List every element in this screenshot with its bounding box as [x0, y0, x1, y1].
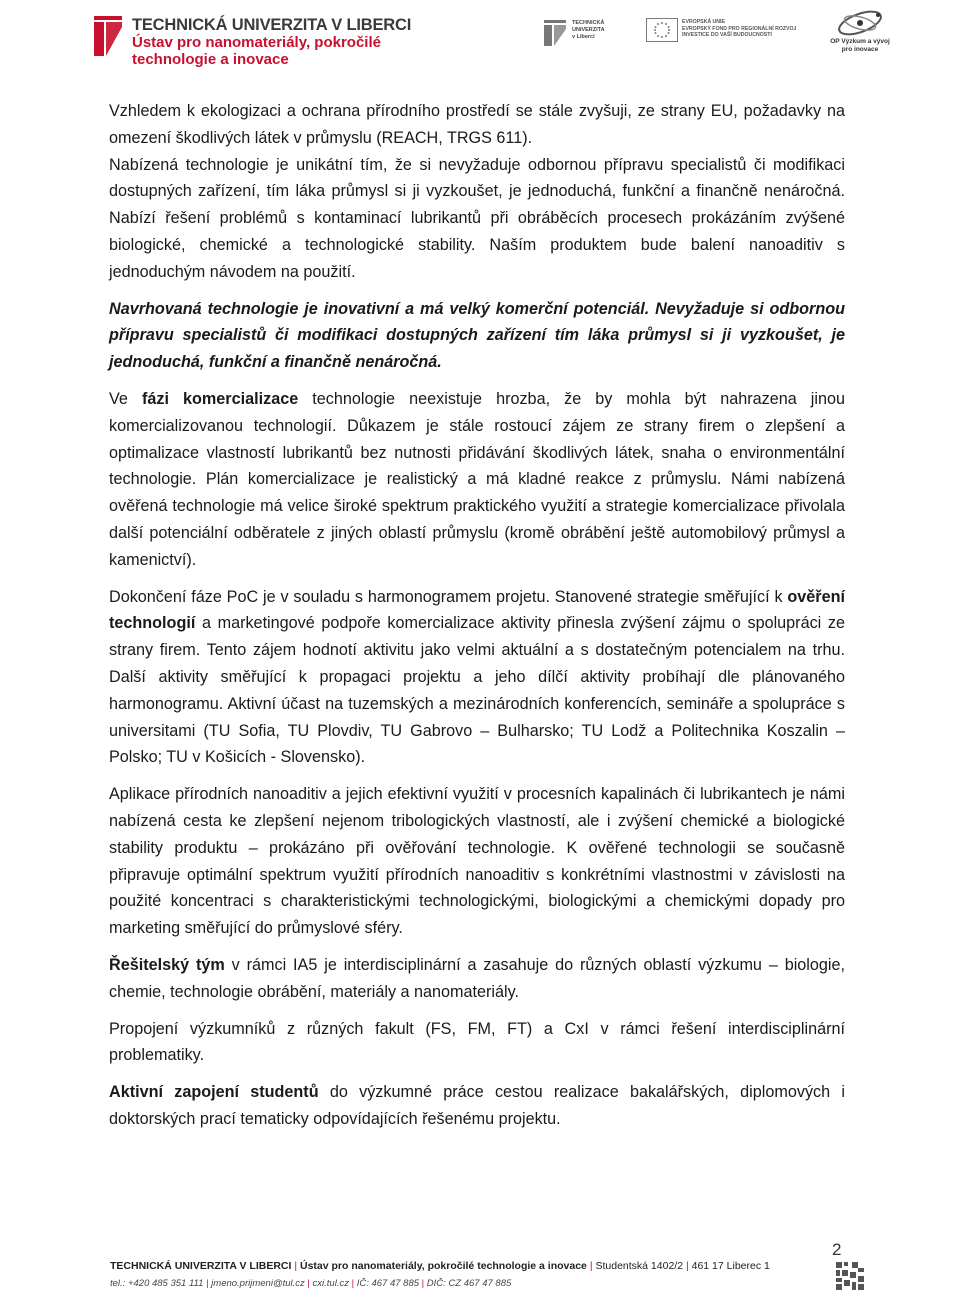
p7-post: v rámci IA5 je interdisciplinární a zasahuje do různých oblastí výzkumu – biologie, chemie, technologie obrábění, materiály a nanomateriály.	[109, 955, 845, 1001]
op-vavpi-logo	[830, 8, 890, 58]
paragraph-regulation: Vzhledem k ekologizaci a ochrana přírodního prostředí se stále zvyšuji, ze strany EU, požadavky na omezení škodlivých látek v průmyslu (REACH, TRGS 611).	[109, 102, 845, 147]
p4-bold-commercialization-phase: fázi komercializace	[141, 389, 299, 408]
paragraph-application: Aplikace přírodních nanoaditiv a jejich efektivní využití v procesních kapalinách či lubrikantech je námi nabízená cesta ke zlepšení nejenom tribologických vlastností, ale i zvýšení chemické a biologické stability produktu – prokázáno při ověřování technologie. K ověřené technologii se současně připravuje optimální spektrum využití přírodních nanoaditiv s konkrétními vlastnostmi v závislosti na použité koncentraci s charakteristickými technologickými, biologickými a chemickými dopady pro marketing směřující do průmyslové sféry.	[109, 785, 845, 938]
footer-separator: |	[685, 1260, 689, 1272]
op-orbit-icon	[830, 8, 890, 38]
footer-web[interactable]: cxi.tul.cz	[312, 1278, 349, 1289]
footer-separator: |	[294, 1260, 298, 1272]
footer-separator: |	[351, 1278, 355, 1289]
paragraph-poc-completion	[109, 584, 845, 772]
paragraph-commercialization	[109, 386, 845, 574]
footer-brand: TECHNICKÁ UNIVERZITA V LIBERCI	[110, 1260, 292, 1272]
paragraph-technology-unique: Nabízená technologie je unikátní tím, že si nevyžaduje odbornou přípravu specialistů či modifikaci dostupných zařízení, tím láka průmysl si ji vyzkoušet, je jednoduchá, funkční a finančně nenáročná. Nabízí řešení problémů s kontaminací lubrikantů při obráběcích procesech prokázáním zvýšené biologické, chemické a technologické stability. Naším produktem bude balení nanoaditiv s jednoduchým návodem na použití.	[109, 155, 845, 281]
tul-small-logo	[544, 18, 614, 52]
eu-logo-line1: EVROPSKÁ UNIE	[682, 19, 725, 25]
page-number: 2	[832, 1240, 842, 1259]
op-logo-line1: OP Výzkum a vývoj	[830, 38, 890, 45]
tul-small-line2: UNIVERZITA	[572, 27, 605, 33]
p9-post: do výzkumné práce cestou realizace bakalářských, diplomových i doktorských prací tematicky odpovídajících řešenému projektu.	[109, 1083, 845, 1128]
footer-address-line	[110, 1260, 770, 1272]
p7-bold-team: Řešitelský tým	[109, 955, 225, 974]
eu-flag-icon	[646, 18, 678, 42]
p5-bold-verification: ověření technologií	[109, 587, 845, 633]
tul-logo-subtitle-2: technologie a inovace	[132, 51, 289, 68]
paragraph-faculties: Propojení výzkumníků z různých fakult (FS, FM, FT) a CxI v rámci řešení interdisciplinární problematiky.	[109, 1019, 845, 1065]
tul-small-line3: v Liberci	[572, 34, 595, 40]
paragraph-innovative-potential: Navrhovaná technologie je inovativní a má velký komerční potenciál. Nevyžaduje si odbornou přípravu specialistů či modifikaci dostupných zařízení tím láka průmysl si ji vyzkoušet, je jednoduchá, funkční a finančně nenáročná.	[109, 299, 845, 372]
footer-separator: |	[421, 1278, 425, 1289]
footer-institute: Ústav pro nanomateriály, pokročilé technologie a inovace	[300, 1260, 587, 1272]
p5-post: a marketingové podpoře komercializace aktivity přinesla zvýšení zájmu o spolupráci ze strany firem. Tento zájem hodnotí aktivitu jako velmi aktuální a s dostatečným potencialem na trhu. Další aktivity směřující k propagaci projektu a jeho dílčí aktivity probíhají dle plánovaného harmonogramu. Aktivní účast na tuzemských a mezinárodních konferencích, semináře a spolupráce s universitami (TU Sofia, TU Plovdiv, TU Gabrovo – Bulharsko; TU Lodž a Politechnika Koszalin – Polsko; TU v Košicích - Slovensko).	[109, 614, 845, 767]
tul-small-line1: TECHNICKÁ	[572, 20, 605, 26]
footer-pattern-icon	[836, 1262, 864, 1290]
eu-logo-line3: INVESTICE DO VAŠÍ BUDOUCNOSTI	[682, 32, 772, 39]
footer-contact-line	[110, 1278, 511, 1289]
paragraph-students	[109, 1079, 845, 1133]
footer-dic: DIČ: CZ 467 47 885	[426, 1278, 512, 1289]
footer-separator: |	[307, 1278, 310, 1289]
footer-separator: |	[589, 1260, 593, 1272]
p4-post: technologie neexistuje hrozba, že by mohla být nahrazena jinou komercializovanou technologií. Důkazem je stále rostoucí zájem ze strany firem o zlepšení a optimalizace vlastností lubrikantů bez nutnosti přidávání škodlivých látek, snaha o environmentální technologie. Plán komercializace je realistický a má kladné reakce z průmyslu. Námi nabízená ověřená technologie má velice široké spektrum praktického využití a strategie komercializace přivolala další potenciální odběratele z jiných oblastí průmyslu (kromě obrábění ještě automobilový průmysl a kamenictví).	[109, 389, 845, 569]
footer-ic: IČ: 467 47 885	[356, 1278, 420, 1289]
footer-street: Studentská 1402/2	[595, 1260, 684, 1272]
footer-email[interactable]: jmeno.prijmeni@tul.cz	[211, 1278, 305, 1289]
footer-city: 461 17 Liberec 1	[691, 1260, 770, 1272]
tul-logo-title: TECHNICKÁ UNIVERZITA V LIBERCI	[132, 16, 412, 34]
p9-bold-students: Aktivní zapojení studentů	[109, 1083, 319, 1102]
op-logo-line2: pro inovace	[841, 45, 879, 53]
eu-logo-line2: EVROPSKÝ FOND PRO REGIONÁLNÍ ROZVOJ	[682, 25, 797, 32]
p4-pre: Ve	[109, 389, 142, 408]
tul-logo-subtitle-1: Ústav pro nanomateriály, pokročilé	[132, 34, 381, 51]
p5-pre: Dokončení fáze PoC je v souladu s harmonogramem projetu. Stanovené strategie směřující k	[109, 587, 788, 606]
footer-phone: tel.: +420 485 351 111	[110, 1278, 204, 1289]
page-footer	[0, 1240, 960, 1296]
tul-small-mark-icon	[544, 20, 566, 46]
document-body	[109, 98, 845, 1143]
eu-fund-logo	[646, 18, 806, 52]
footer-separator: |	[206, 1278, 209, 1289]
paragraph-research-team	[109, 952, 845, 1006]
page-header	[0, 0, 960, 80]
tul-logo-mark-icon	[94, 16, 122, 56]
